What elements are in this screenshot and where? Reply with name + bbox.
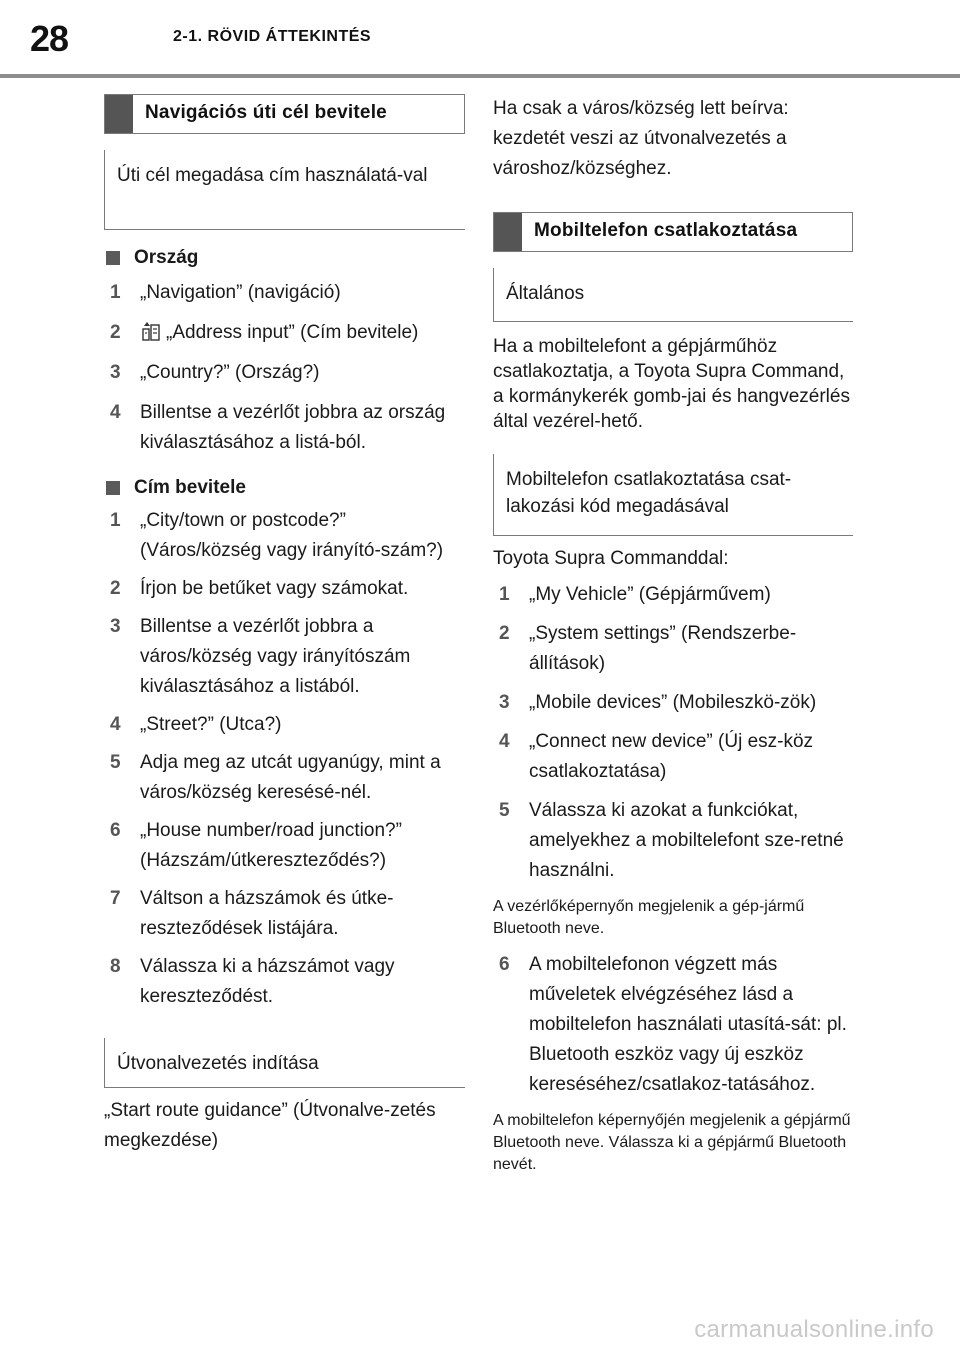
step — [104, 884, 465, 944]
step-text: Adja meg az utcát ugyanúgy, mint a város/község keresésé-nél. — [140, 752, 441, 803]
section-heading-navigation — [104, 94, 465, 134]
step-text: „Country?” (Ország?) — [140, 362, 320, 383]
note-text: A vezérlőképernyőn megjelenik a gép-jármű Bluetooth neve. — [493, 898, 805, 937]
step — [104, 710, 465, 740]
step-number: 5 — [499, 800, 510, 821]
step — [104, 398, 465, 458]
step-text: „Street?” (Utca?) — [140, 714, 282, 735]
step — [493, 580, 853, 610]
subsection-route-guidance: Útvonalvezetés indítása — [104, 1038, 465, 1088]
right-column — [493, 94, 853, 1176]
subsection-address-destination: Úti cél megadása cím használatá-val — [104, 150, 465, 230]
subsection-pairing-code: Mobiltelefon csatlakoztatása csat-lakozási kód megadásával — [493, 454, 853, 536]
step-number: 2 — [499, 623, 510, 644]
step-text: Válassza ki a házszámot vagy kereszteződést. — [140, 956, 395, 1007]
step — [493, 688, 853, 718]
bullet-square-icon — [106, 481, 120, 495]
step-text: „My Vehicle” (Gépjárművem) — [529, 584, 771, 605]
step-text: „System settings” (Rendszerbe-állítások) — [529, 623, 797, 674]
step — [104, 748, 465, 808]
step-text: „Address input” (Cím bevitele) — [166, 322, 419, 343]
step — [104, 816, 465, 876]
step-text: Váltson a házszámok és útke-reszteződések listájára. — [140, 888, 394, 939]
heading-bar — [105, 95, 133, 133]
step-number: 4 — [499, 731, 510, 752]
heading-bar — [494, 213, 522, 251]
note-text: A mobiltelefon képernyőjén megjelenik a gépjármű Bluetooth neve. Válassza ki a gépjármű Bluetooth nevét. — [493, 1112, 851, 1173]
step — [493, 796, 853, 886]
step — [104, 506, 465, 566]
step-number: 1 — [499, 584, 510, 605]
bullet-square-icon — [106, 251, 120, 265]
step — [493, 727, 853, 787]
step — [104, 612, 465, 702]
map-navigation-icon — [140, 320, 164, 342]
step-text: „Mobile devices” (Mobileszkö-zök) — [529, 692, 817, 713]
general-text: Ha a mobiltelefont a gépjárműhöz csatlakoztatja, a Toyota Supra Command, a kormánykerék gomb-jai és hangvezérlés által vezérel-hető. — [493, 336, 850, 432]
list-title-text: Ország — [134, 247, 199, 268]
page-header — [0, 0, 960, 80]
step-text: Írjon be betűket vagy számokat. — [140, 578, 409, 599]
route-guidance-text: „Start route guidance” (Útvonalve-zetés megkezdése) — [104, 1100, 436, 1151]
left-column — [104, 94, 465, 1156]
command-intro: Toyota Supra Commanddal: — [493, 548, 729, 569]
section-title: Navigációs úti cél bevitele — [145, 102, 387, 123]
step — [104, 358, 465, 388]
step-number: 4 — [110, 714, 121, 735]
step — [493, 950, 853, 1100]
step-number: 3 — [499, 692, 510, 713]
step-text: „Connect new device” (Új esz-köz csatlakoztatása) — [529, 731, 814, 782]
header-rule — [0, 74, 960, 78]
step-text: A mobiltelefonon végzett más műveletek elvégzéséhez lásd a mobiltelefon használati utasítá-sát: pl. Bluetooth eszköz vagy új eszköz kereséséhez/csatlakoz-tatásához. — [529, 954, 847, 1095]
section-heading-mobile — [493, 212, 853, 252]
page-number: 28 — [30, 18, 69, 59]
step-number: 1 — [110, 510, 121, 531]
step-number: 2 — [110, 578, 121, 599]
step — [493, 619, 853, 679]
step-number: 1 — [110, 282, 121, 303]
section-title: Mobiltelefon csatlakoztatása — [534, 220, 798, 241]
step-text: „City/town or postcode?” (Város/község vagy irányító-szám?) — [140, 510, 444, 561]
step-text: Válassza ki azokat a funkciókat, amelyekhez a mobiltelefont sze-retné használni. — [529, 800, 844, 881]
step — [104, 952, 465, 1012]
list-title-address — [104, 474, 465, 502]
subsection-general: Általános — [493, 268, 853, 322]
list-title-country — [104, 244, 465, 272]
step-text: „House number/road junction?” (Házszám/útkereszteződés?) — [140, 820, 402, 871]
intro-text: Ha csak a város/község lett beírva: kezdetét veszi az útvonalvezetés a városhoz/községhez. — [493, 98, 789, 179]
chapter-title: 2-1. RÖVID ÁTTEKINTÉS — [173, 28, 372, 45]
watermark: carmanualsonline.info — [694, 1316, 934, 1343]
step-number: 2 — [110, 322, 121, 343]
step-number: 7 — [110, 888, 121, 909]
step-number: 6 — [499, 954, 510, 975]
step-text: „Navigation” (navigáció) — [140, 282, 341, 303]
step-text: Billentse a vezérlőt jobbra az ország kiválasztásához a listá-ból. — [140, 402, 446, 453]
step-number: 6 — [110, 820, 121, 841]
step-number: 5 — [110, 752, 121, 773]
step-number: 8 — [110, 956, 121, 977]
step-text: Billentse a vezérlőt jobbra a város/község vagy irányítószám kiválasztásához a listából. — [140, 616, 411, 697]
step-number: 4 — [110, 402, 121, 423]
step — [104, 574, 465, 604]
step-number: 3 — [110, 362, 121, 383]
step-number: 3 — [110, 616, 121, 637]
list-title-text: Cím bevitele — [134, 477, 246, 498]
step — [104, 318, 465, 348]
step — [104, 278, 465, 308]
